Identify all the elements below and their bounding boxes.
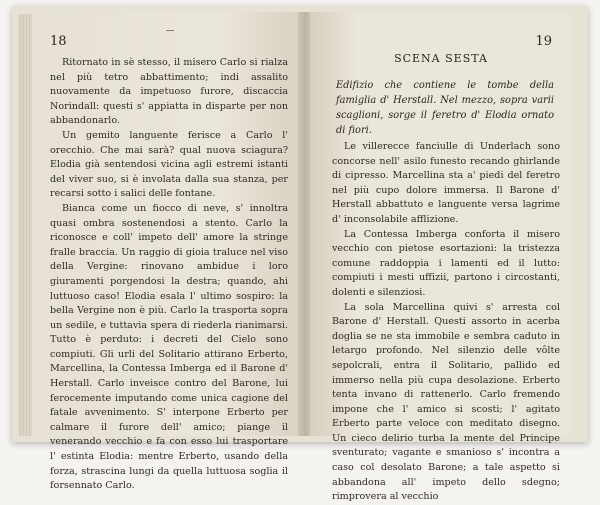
left-paragraph-1: Ritornato in sè stesso, il misero Carlo si rialza nel più tetro abbattimento; indi assalito nuovamente da impetuoso furore, discaccia Norindall: questi s' appiatta in disparte per non abbandonarlo. [50, 57, 288, 127]
top-mark [166, 30, 174, 31]
scene-description: Edifizio che contiene le tombe della famiglia d' Herstall. Nel mezzo, sopra varii scaglioni, sorge il feretro d' Elodia ornato di fiori. [336, 80, 554, 136]
right-paragraph-1: Le villerecce fanciulle di Underlach sono concorse nell' asilo funesto recando ghirlande di cipresso. Marcellina sta a' piedi del feretro nel più cupo dolore immersa. Il Barone d' Herstall abbattuto e languente versa lagrime d' inconsolabile afflizione. [332, 141, 560, 225]
right-page-text [332, 140, 560, 505]
page-number-left: 18 [50, 34, 67, 49]
left-paragraph-2: Un gemito languente ferisce a Carlo l' orecchio. Che mai sarà? qual nuova sciagura? Elodia già sentendosi vicina agli estremi istanti del viver suo, si è involata dalla sua stanza, per recarsi sotto i salici delle fontane. [50, 129, 288, 200]
right-page [310, 12, 572, 503]
scene-title: SCENA SESTA [394, 52, 488, 65]
left-paragraph-3: Bianca come un fiocco di neve, s' innoltra quasi ombra sostenendosi a stento. Carlo la riconosce e coll' impeto dell' amore la stringe fralle braccia. Un raggio di gioia traluce nel viso della Vergine: rinovano ambidue i loro giuramenti porgendosi la destra; quando, ahi luttuoso caso! Elodia esala l' ultimo sospiro: la bella Vergine non è più. Carlo la trasporta sopra un sedile, e tuttavia spera di riederla rianimarsi. Tutto è perduto: i decreti del Cielo sono compiuti. Gli urli del Solitario attirano Erberto, Marcellina, la Contessa Imberga ed il Barone d' Herstall. Carlo inveisce contro del Barone, lui ferocemente imputando come unica cagione del fatale avvenimento. S' interpone Erberto per calmare il furore dell' amico; piange il venerando vecchio e fa con esso lui trasportare l' estinta Elodia: mentre Erberto, usando della forza, strascina lungi da quella luttuosa soglia il forsennato Carlo. [50, 202, 288, 492]
right-paragraph-2: La Contessa Imberga conforta il misero vecchio con pietose esortazioni: la tristezza comune raddoppia i lamenti ed il lutto: compiuti i mesti uffizii, partono i circostanti, dolenti e silenziosi. [332, 228, 560, 298]
open-book [12, 6, 588, 503]
page-number-right: 19 [535, 34, 552, 49]
left-page-text [50, 56, 288, 494]
left-page [32, 12, 300, 492]
right-paragraph-3: La sola Marcellina quivi s' arresta col Barone d' Herstall. Questi assorto in acerba doglia se ne sta immobile e sembra caduto in letargo profondo. Nel silenzio delle vôlte sepolcrali, entra il Solitario, pallido ed immerso nella più cupa desolazione. Erberto tenta invano di rattenerlo. Carlo fremendo impone che l' amico si scosti; l' agitato Erberto parte veloce con meditato disegno. Un cieco delirio turba la mente del Principe sventurato; vagante e smanioso s' incontra a caso col desolato Barone; a tale aspetto si abbandona all' impeto dello sdegno; rimprovera al vecchio [332, 301, 560, 503]
